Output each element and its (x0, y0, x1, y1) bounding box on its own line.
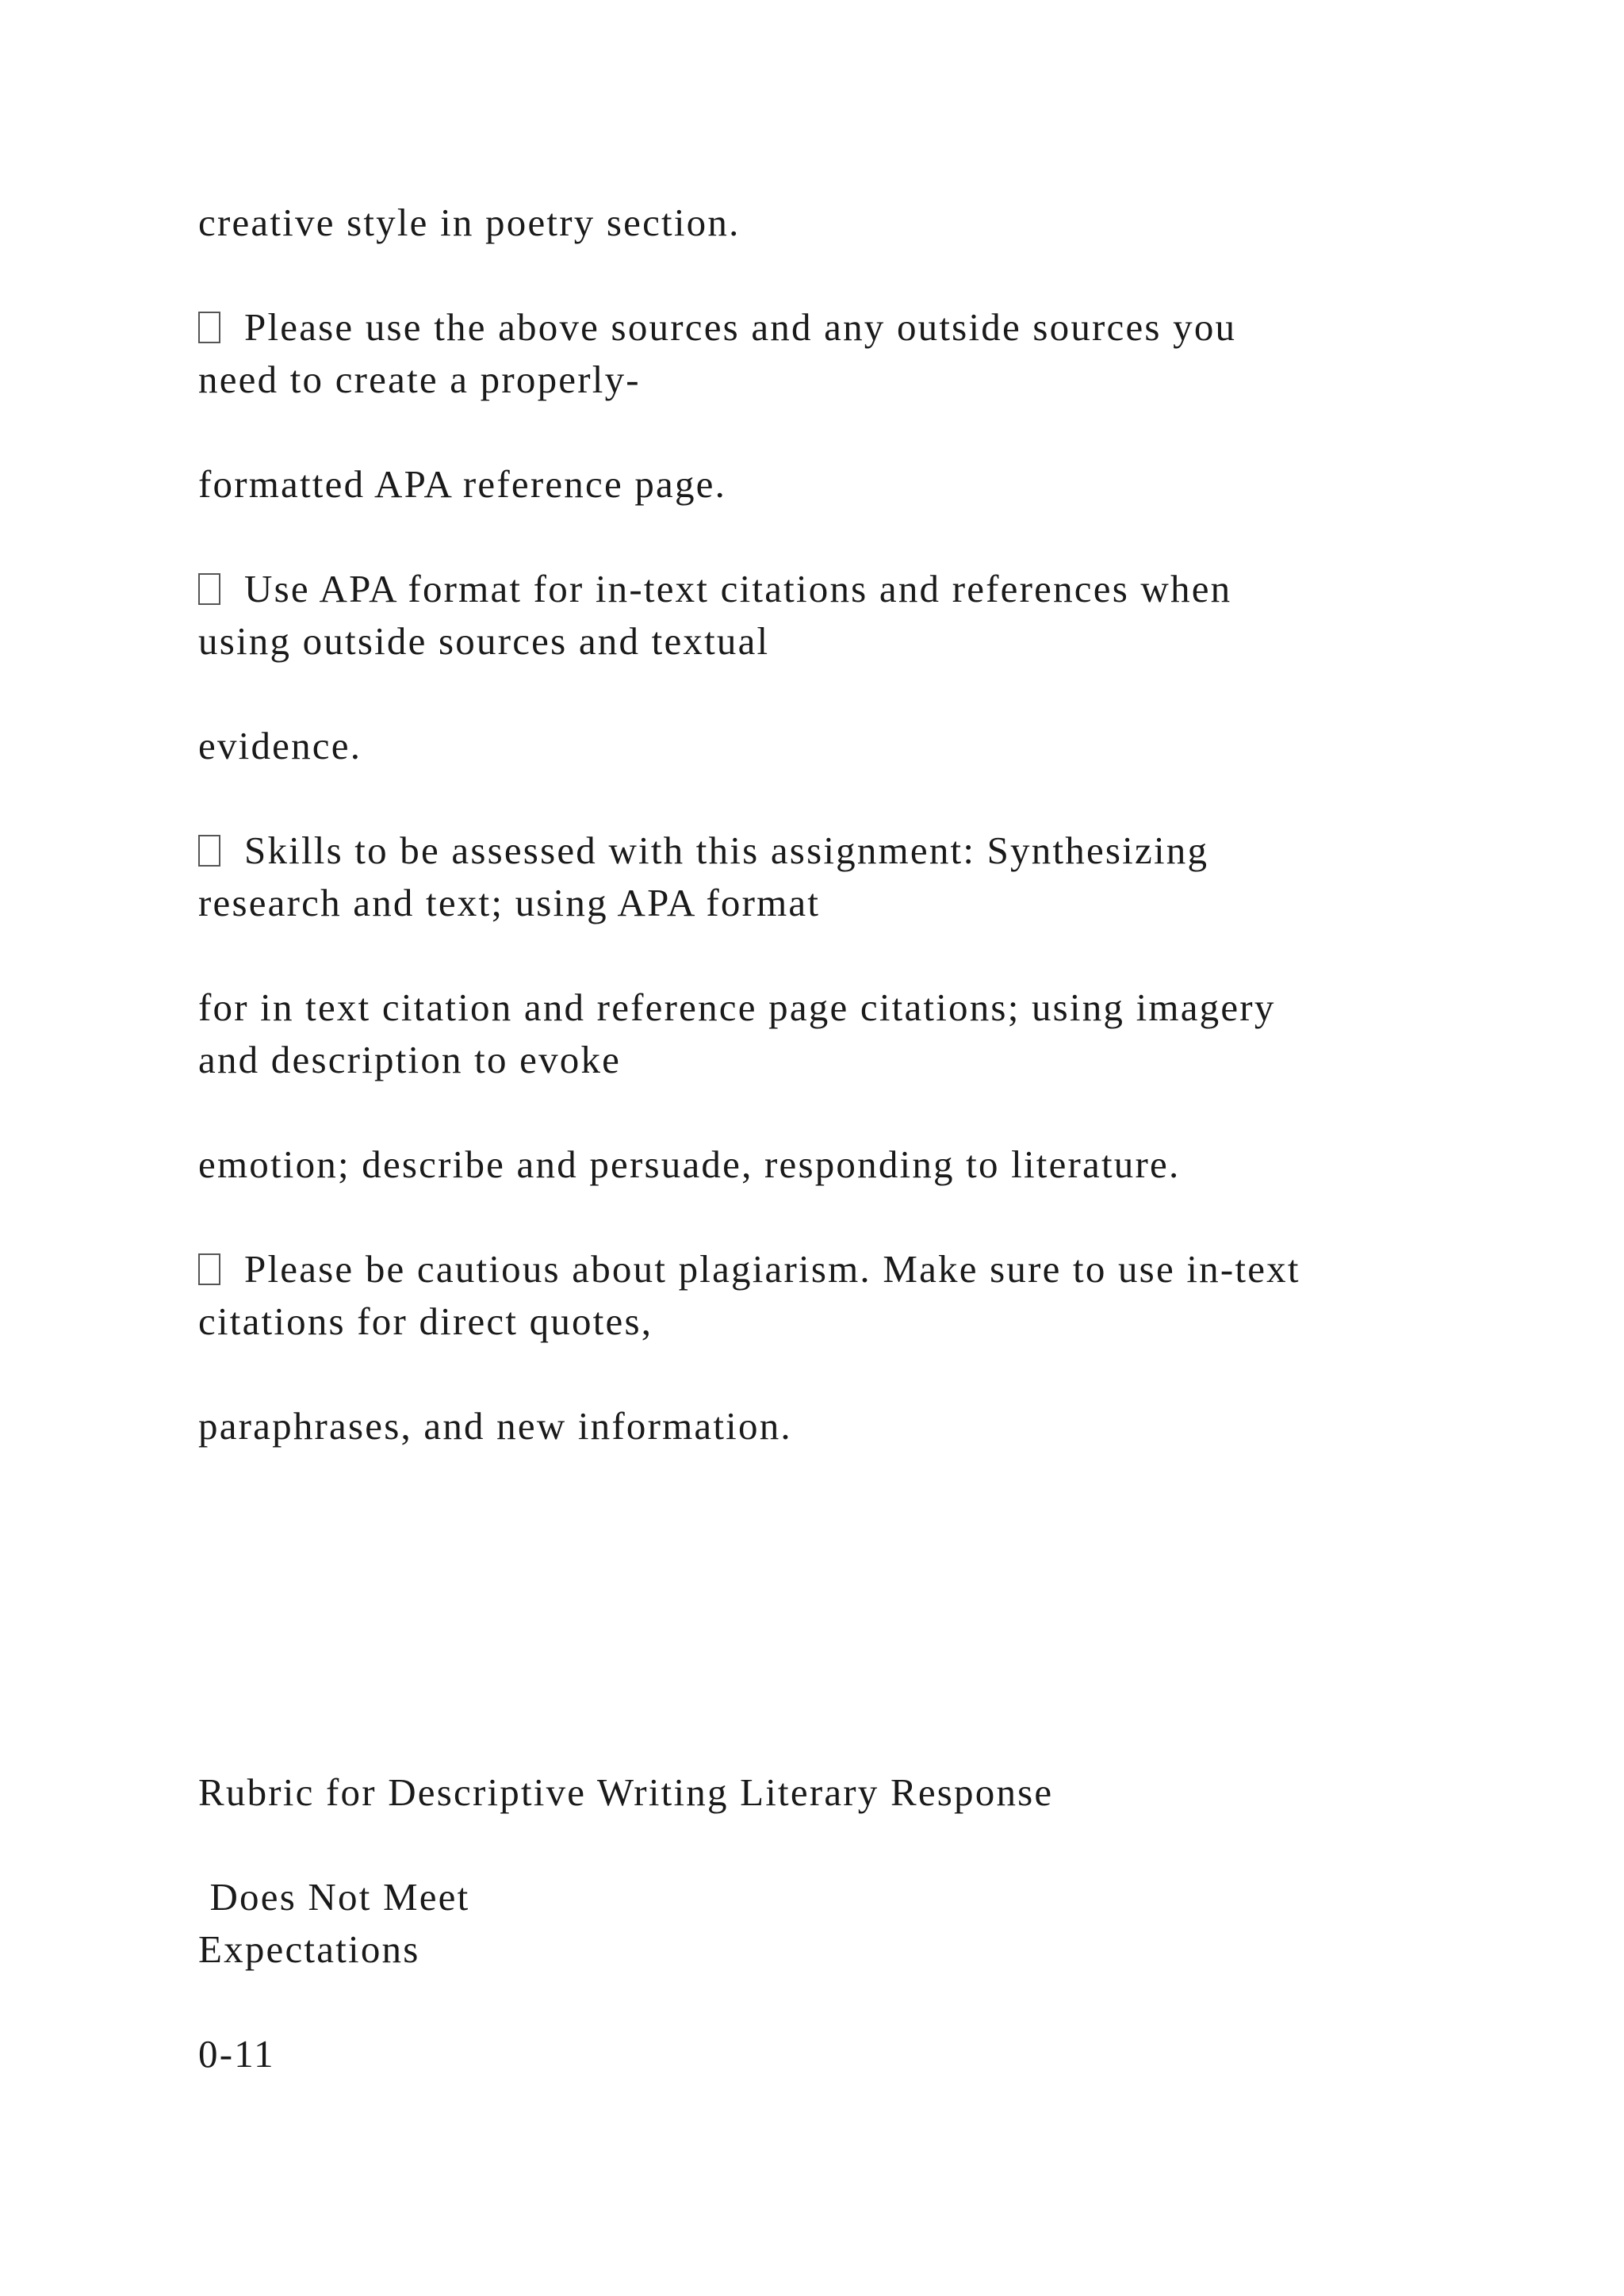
paragraph-emotion (198, 1138, 1499, 1191)
bullet-item-sources (198, 301, 1499, 406)
rubric-title (198, 1766, 1499, 1819)
paragraph-text: creative style in poetry section. (198, 201, 741, 244)
bullet-text: Please use the above sources and any outside sources you need to create a properly- (198, 305, 1237, 401)
column-heading-text: Does Not Meet Expectations (198, 1875, 470, 1971)
bullet-item-plagiarism (198, 1243, 1499, 1348)
paragraph-apa-reference (198, 458, 1499, 511)
bullet-text: Use APA format for in-text citations and references when using outside sources and textual (198, 567, 1232, 663)
bullet-text: Skills to be assessed with this assignment: Synthesizing research and text; using APA format (198, 828, 1209, 924)
heading-text: Rubric for Descriptive Writing Literary Response (198, 1770, 1054, 1814)
bullet-item-skills (198, 825, 1499, 929)
bullet-text: Please be cautious about plagiarism. Make sure to use in-text citations for direct quotes, (198, 1247, 1300, 1343)
paragraph-text: formatted APA reference page. (198, 462, 727, 506)
missing-glyph-box-icon (198, 312, 220, 343)
missing-glyph-box-icon (198, 835, 220, 867)
paragraph-text: evidence. (198, 724, 362, 767)
missing-glyph-box-icon (198, 573, 220, 605)
missing-glyph-box-icon (198, 1253, 220, 1285)
rubric-column-heading (198, 1871, 1499, 1976)
paragraph-evidence (198, 720, 1499, 772)
paragraph-text: paraphrases, and new information. (198, 1404, 792, 1448)
paragraph-text: emotion; describe and persuade, responding to literature. (198, 1142, 1181, 1186)
paragraph-citations (198, 982, 1499, 1086)
paragraph-paraphrases (198, 1400, 1499, 1452)
paragraph-text: for in text citation and reference page citations; using imagery and description to evoke (198, 985, 1276, 1081)
bullet-item-apa-format (198, 563, 1499, 668)
rubric-score-range (198, 2028, 1499, 2080)
paragraph-poetry-style (198, 197, 1499, 249)
score-range-text: 0-11 (198, 2032, 275, 2076)
